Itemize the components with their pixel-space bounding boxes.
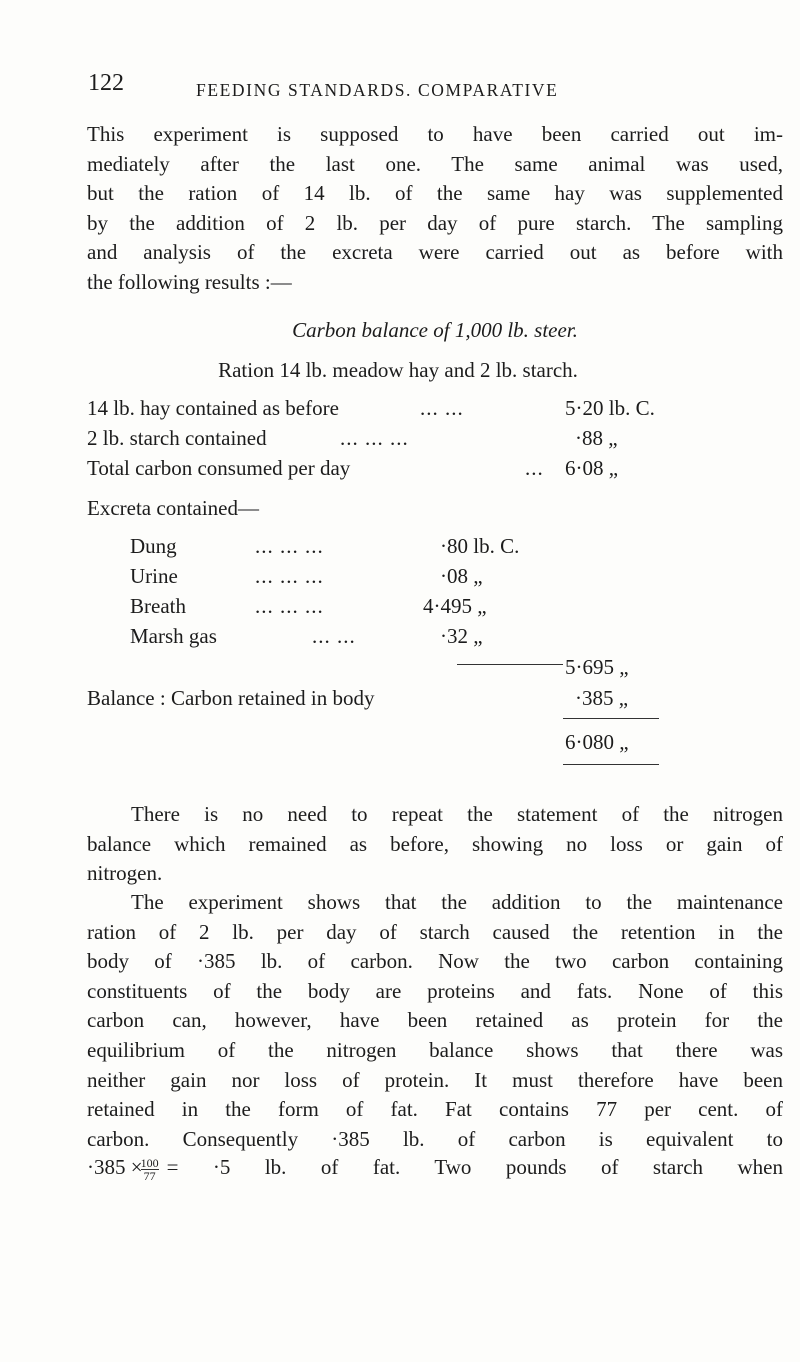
leader-dots: ... ... ... <box>340 426 409 450</box>
equation-line <box>87 1155 783 1182</box>
excreta-value-marsh-gas: ·32 „ <box>440 624 483 648</box>
leader-dots: ... ... ... <box>255 534 324 558</box>
text-line: This experiment is supposed to have been carried out im- <box>87 122 783 146</box>
balance-label: Balance : Carbon retained in body <box>87 686 375 710</box>
text-line: equilibrium of the nitrogen balance shows that there was <box>87 1037 783 1062</box>
excreta-label-dung: Dung <box>130 534 177 558</box>
text-line: carbon. Consequently ·385 lb. of carbon is equivalent to <box>87 1126 783 1151</box>
text-line: and analysis of the excreta were carried out as before with <box>87 240 783 265</box>
text-line: constituents of the body are proteins and fats. None of this <box>87 978 783 1003</box>
excreta-value-dung: ·80 lb. C. <box>440 534 520 558</box>
excreta-heading: Excreta contained— <box>87 496 259 520</box>
text-line: nitrogen. <box>87 861 163 886</box>
table-title: Carbon balance of 1,000 lb. steer. <box>292 318 578 342</box>
total-rule <box>563 718 659 719</box>
paragraph-intro <box>87 120 783 298</box>
leader-dots: ... ... <box>312 624 356 648</box>
running-title: FEEDING STANDARDS. COMPARATIVE <box>196 80 559 100</box>
paragraph-experiment <box>87 888 783 1154</box>
leader-dots: ... ... ... <box>255 594 324 618</box>
excreta-label-marsh-gas: Marsh gas <box>130 624 217 648</box>
table-subtitle: Ration 14 lb. meadow hay and 2 lb. starch. <box>218 358 578 382</box>
intake-value-hay: 5·20 lb. C. <box>565 396 655 420</box>
intake-label-hay: 14 lb. hay contained as before <box>87 396 339 420</box>
intake-label-starch: 2 lb. starch contained <box>87 426 267 450</box>
paragraph-nitrogen <box>87 800 783 889</box>
text-line: carbon can, however, have been retained as protein for the <box>87 1008 783 1033</box>
text-line: but the ration of 14 lb. of the same hay was supplemented <box>87 181 783 206</box>
text-line: The experiment shows that the addition to the maintenance <box>131 890 783 914</box>
intake-label-total: Total carbon consumed per day <box>87 456 351 480</box>
total-rule-bottom <box>563 764 659 765</box>
text-line: body of ·385 lb. of carbon. Now the two carbon containing <box>87 949 783 974</box>
text-line: by the addition of 2 lb. per day of pure starch. The sampling <box>87 210 783 235</box>
subtotal-rule <box>457 664 563 665</box>
fraction-denominator: 77 <box>143 1169 156 1183</box>
text-line: balance which remained as before, showing no loss or gain of <box>87 831 783 856</box>
equation-prefix: ·385 × <box>87 1155 143 1179</box>
grand-total: 6·080 „ <box>565 730 629 754</box>
excreta-value-breath: 4·495 „ <box>423 594 487 618</box>
fraction <box>141 1157 159 1182</box>
excreta-label-breath: Breath <box>130 594 186 618</box>
excreta-total: 5·695 „ <box>565 655 629 679</box>
equation-suffix: = ·5 lb. of fat. Two pounds of starch when <box>166 1155 783 1179</box>
text-line: retained in the form of fat. Fat contains 77 per cent. of <box>87 1097 783 1122</box>
leader-dots: ... ... <box>420 396 464 420</box>
fraction-numerator: 100 <box>140 1156 159 1170</box>
text-line: mediately after the last one. The same animal was used, <box>87 151 783 176</box>
excreta-label-urine: Urine <box>130 564 178 588</box>
leader-dots: ... ... ... <box>255 564 324 588</box>
intake-value-starch: ·88 „ <box>575 426 618 450</box>
text-line: ration of 2 lb. per day of starch caused the retention in the <box>87 919 783 944</box>
text-line: There is no need to repeat the statement of the nitrogen <box>131 802 783 826</box>
page-number: 122 <box>88 70 124 96</box>
text-line: neither gain nor loss of protein. It must therefore have been <box>87 1067 783 1092</box>
intake-value-total: 6·08 „ <box>565 456 619 480</box>
excreta-value-urine: ·08 „ <box>440 564 483 588</box>
balance-value: ·385 „ <box>575 686 629 710</box>
leader-dots: ... <box>525 456 544 480</box>
text-line: the following results :— <box>87 269 292 294</box>
